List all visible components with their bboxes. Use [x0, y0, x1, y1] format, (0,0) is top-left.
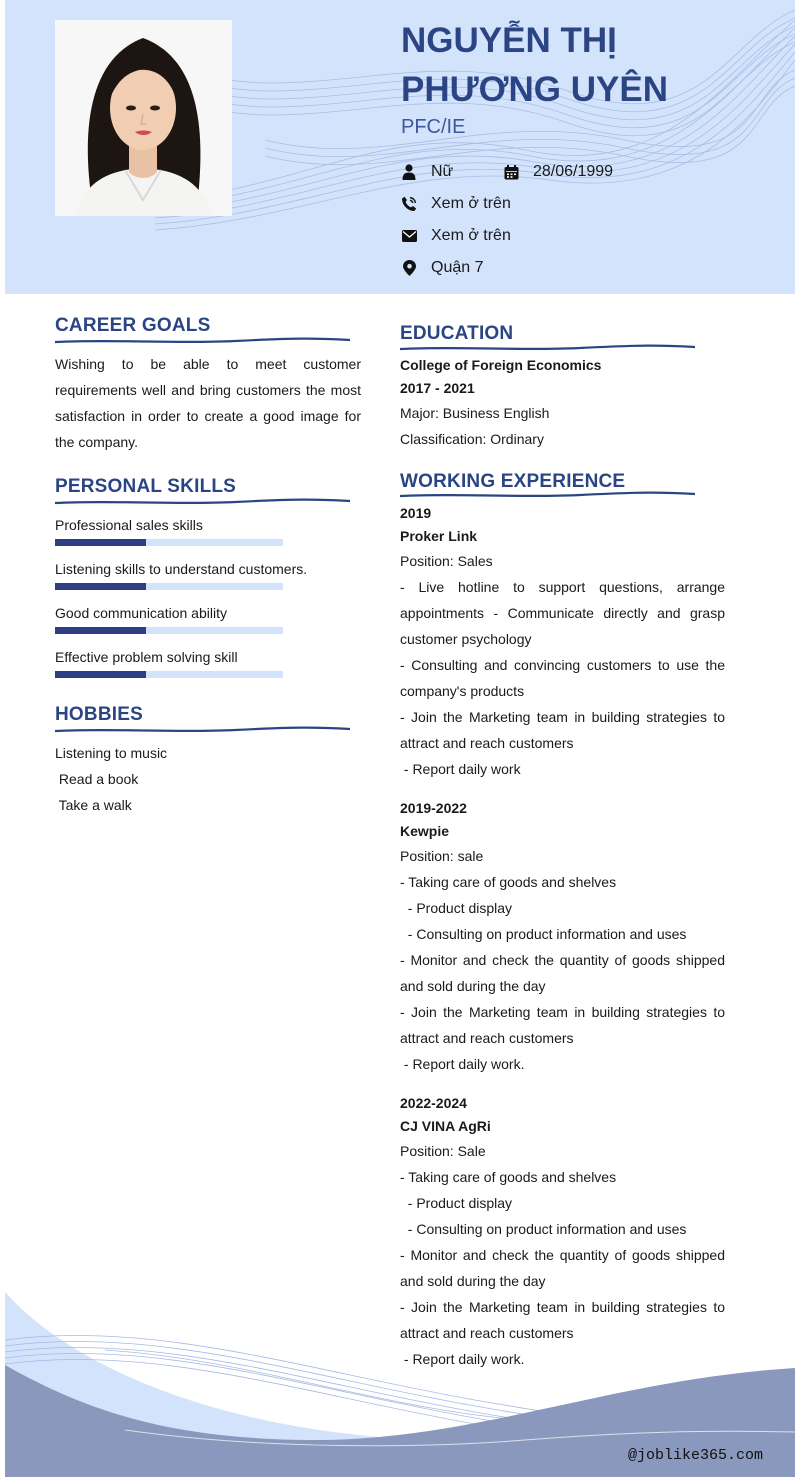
envelope-icon — [401, 228, 417, 244]
name-line-2: PHƯƠNG UYÊN — [401, 70, 668, 109]
experience-underline — [400, 490, 695, 500]
profile-photo — [55, 20, 232, 216]
education-title: EDUCATION — [400, 323, 514, 344]
person-icon — [401, 164, 417, 180]
career-goals-text: Wishing to be able to meet customer requirements well and bring customers the most satisfaction in order to create a good image for the company. — [55, 356, 361, 450]
job-duty: - Report daily work — [400, 761, 521, 777]
job-duty: - Join the Marketing team in building strategies to attract and reach customers — [400, 709, 725, 751]
job-duty: - Consulting and convincing customers to use the company's products — [400, 657, 725, 699]
job-duty: - Monitor and check the quantity of goods shipped and sold during the day — [400, 1247, 725, 1289]
skill-bar — [55, 671, 283, 678]
email-value: Xem ở trên — [431, 227, 511, 244]
skill-bar — [55, 539, 283, 546]
phone-row — [401, 192, 511, 216]
hobby-item: Listening to music — [55, 745, 168, 761]
candidate-name — [401, 16, 781, 114]
cv-page — [5, 0, 795, 1477]
experience-title: WORKING EXPERIENCE — [400, 471, 626, 492]
personal-skills-underline — [55, 497, 350, 507]
job-position: Position: Sales — [400, 553, 493, 569]
birthdate-row — [503, 160, 613, 184]
career-goals-title: CAREER GOALS — [55, 315, 211, 336]
cv-header — [5, 0, 795, 294]
hobby-item: Read a book — [55, 771, 139, 787]
map-pin-icon — [401, 260, 417, 276]
watermark: @joblike365.com — [627, 1447, 763, 1464]
job-duty: - Join the Marketing team in building strategies to attract and reach customers — [400, 1299, 725, 1341]
job-duty: - Join the Marketing team in building strategies to attract and reach customers — [400, 1004, 725, 1046]
skill-bar-fill — [55, 539, 146, 546]
job-duty: - Product display — [400, 1195, 513, 1211]
calendar-icon — [503, 164, 519, 180]
email-row — [401, 224, 511, 248]
address-value: Quận 7 — [431, 259, 484, 276]
job-duty: - Taking care of goods and shelves — [400, 874, 617, 890]
skill-label: Listening skills to understand customers. — [55, 561, 308, 577]
skill-label: Professional sales skills — [55, 517, 203, 533]
job-company: Kewpie — [400, 823, 450, 839]
job-duty: - Report daily work. — [400, 1351, 525, 1367]
address-row — [401, 256, 483, 280]
skill-bar — [55, 627, 283, 634]
skill-bar-fill — [55, 583, 146, 590]
education-classification: Classification: Ordinary — [400, 431, 544, 447]
job-period: 2019 — [400, 505, 432, 521]
job-title: PFC/IE — [401, 116, 466, 138]
job-duty: - Report daily work. — [400, 1056, 525, 1072]
education-major: Major: Business English — [400, 405, 550, 421]
skill-bar-fill — [55, 671, 146, 678]
education-school: College of Foreign Economics — [400, 357, 602, 373]
job-duty: - Consulting on product information and uses — [400, 1221, 687, 1237]
hobbies-title: HOBBIES — [55, 704, 143, 725]
career-goals-underline — [55, 336, 350, 346]
job-period: 2019-2022 — [400, 800, 467, 816]
personal-skills-title: PERSONAL SKILLS — [55, 476, 237, 497]
hobbies-underline — [55, 725, 350, 735]
skill-label: Effective problem solving skill — [55, 649, 238, 665]
job-duty: - Monitor and check the quantity of goods shipped and sold during the day — [400, 952, 725, 994]
education-years: 2017 - 2021 — [400, 380, 475, 396]
job-duty: - Product display — [400, 900, 513, 916]
job-company: CJ VINA AgRi — [400, 1118, 491, 1134]
job-position: Position: sale — [400, 848, 484, 864]
job-company: Proker Link — [400, 528, 478, 544]
job-duty: - Consulting on product information and uses — [400, 926, 687, 942]
gender-row — [401, 160, 453, 184]
skill-label: Good communication ability — [55, 605, 227, 621]
skill-bar-fill — [55, 627, 146, 634]
birthdate-value: 28/06/1999 — [533, 163, 614, 180]
phone-icon — [401, 196, 417, 212]
portrait-illustration — [55, 20, 232, 216]
job-duty: - Taking care of goods and shelves — [400, 1169, 617, 1185]
job-period: 2022-2024 — [400, 1095, 467, 1111]
job-duty: - Live hotline to support questions, arrange appointments - Communicate directly and grasp customer psychology — [400, 579, 725, 647]
skill-bar — [55, 583, 283, 590]
name-line-1: NGUYỄN THỊ — [401, 21, 617, 60]
hobby-item: Take a walk — [55, 797, 132, 813]
gender-value: Nữ — [431, 163, 454, 180]
job-position: Position: Sale — [400, 1143, 486, 1159]
education-underline — [400, 343, 695, 353]
phone-value: Xem ở trên — [431, 195, 511, 212]
